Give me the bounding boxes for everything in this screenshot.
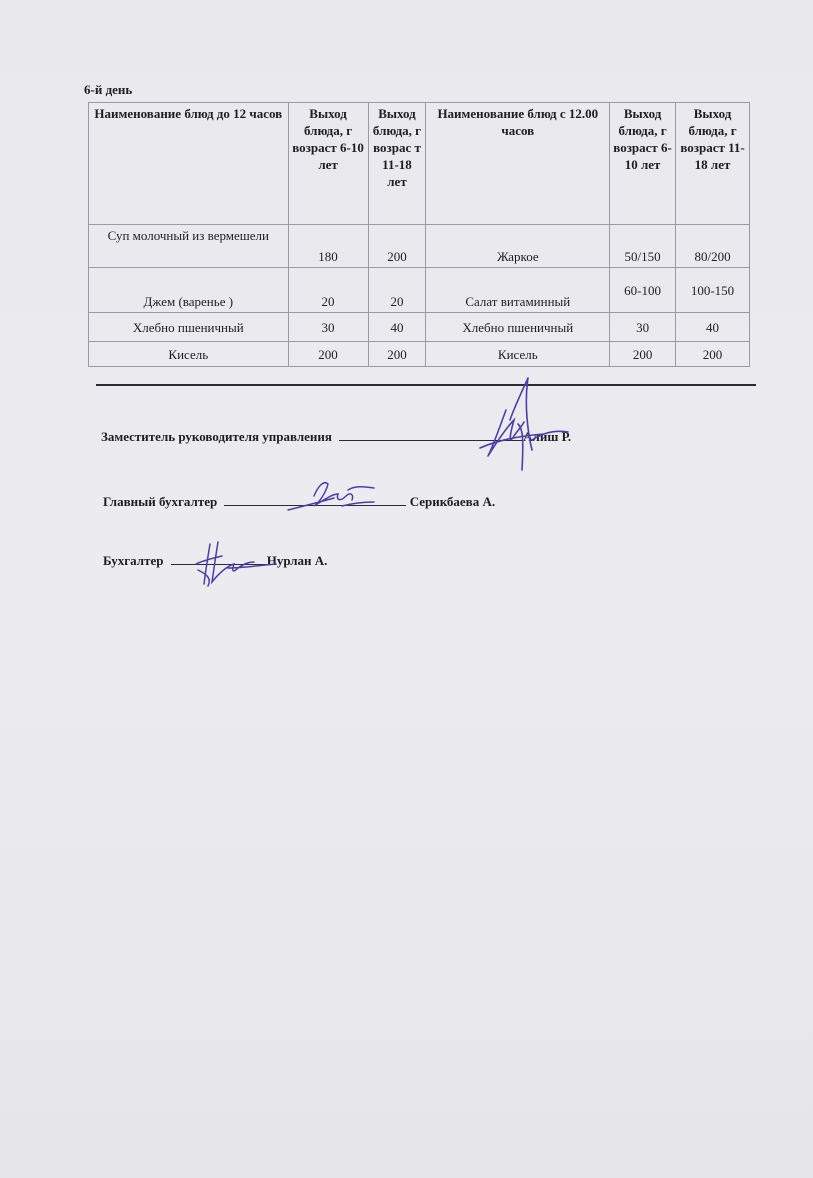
table-cell: 200: [368, 225, 426, 268]
table-cell: 100-150: [676, 268, 750, 313]
table-header-row: [89, 103, 750, 225]
table-row: [89, 313, 750, 342]
table-cell: Хлебно пшеничный: [89, 313, 289, 342]
table-cell: 200: [610, 342, 676, 367]
table-cell: 200: [288, 342, 368, 367]
table-row: [89, 225, 750, 268]
signature-scribble-accountant: [188, 538, 280, 590]
table-cell: 180: [288, 225, 368, 268]
table-cell: 40: [368, 313, 426, 342]
chief-accountant-name: Серикбаева А.: [409, 494, 496, 509]
deputy-title: Заместитель руководителя управления: [101, 429, 332, 444]
table-row: [89, 342, 750, 367]
table-cell: Салат витаминный: [426, 268, 610, 313]
header-cell: Выход блюда, г возраст 6-10 лет: [610, 103, 676, 225]
table-cell: 20: [288, 268, 368, 313]
table-cell: 200: [368, 342, 426, 367]
signature-scribble-deputy: [458, 374, 570, 476]
table-cell: Кисель: [426, 342, 610, 367]
table-cell: Хлебно пшеничный: [426, 313, 610, 342]
chief-accountant-title: Главный бухгалтер: [103, 494, 218, 509]
table-cell: 50/150: [610, 225, 676, 268]
accountant-title: Бухгалтер: [103, 553, 164, 568]
table-cell: 200: [676, 342, 750, 367]
table-cell: 40: [676, 313, 750, 342]
table-row: [89, 268, 750, 313]
table-cell: 30: [610, 313, 676, 342]
header-cell: Выход блюда, г возраст 6-10 лет: [288, 103, 368, 225]
menu-table: [88, 102, 750, 367]
header-cell: Выход блюда, г возраст 11-18 лет: [676, 103, 750, 225]
table-cell: 80/200: [676, 225, 750, 268]
header-cell: Выход блюда, г возрас т 11-18 лет: [368, 103, 426, 225]
table-cell: 30: [288, 313, 368, 342]
table-cell: Кисель: [89, 342, 289, 367]
day-title: 6-й день: [84, 82, 133, 97]
horizontal-rule: [96, 384, 756, 386]
signature-scribble-chief-accountant: [284, 476, 384, 518]
table-cell: 60-100: [610, 268, 676, 313]
table-cell: 20: [368, 268, 426, 313]
header-cell: Наименование блюд до 12 часов: [89, 103, 289, 225]
table-cell: Суп молочный из вермешели: [89, 225, 289, 268]
deputy-name: Алиш Р.: [523, 429, 572, 444]
header-cell: Наименование блюд с 12.00 часов: [426, 103, 610, 225]
table-cell: Джем (варенье ): [89, 268, 289, 313]
table-cell: Жаркое: [426, 225, 610, 268]
accountant-name: Нурлан А.: [266, 553, 328, 568]
